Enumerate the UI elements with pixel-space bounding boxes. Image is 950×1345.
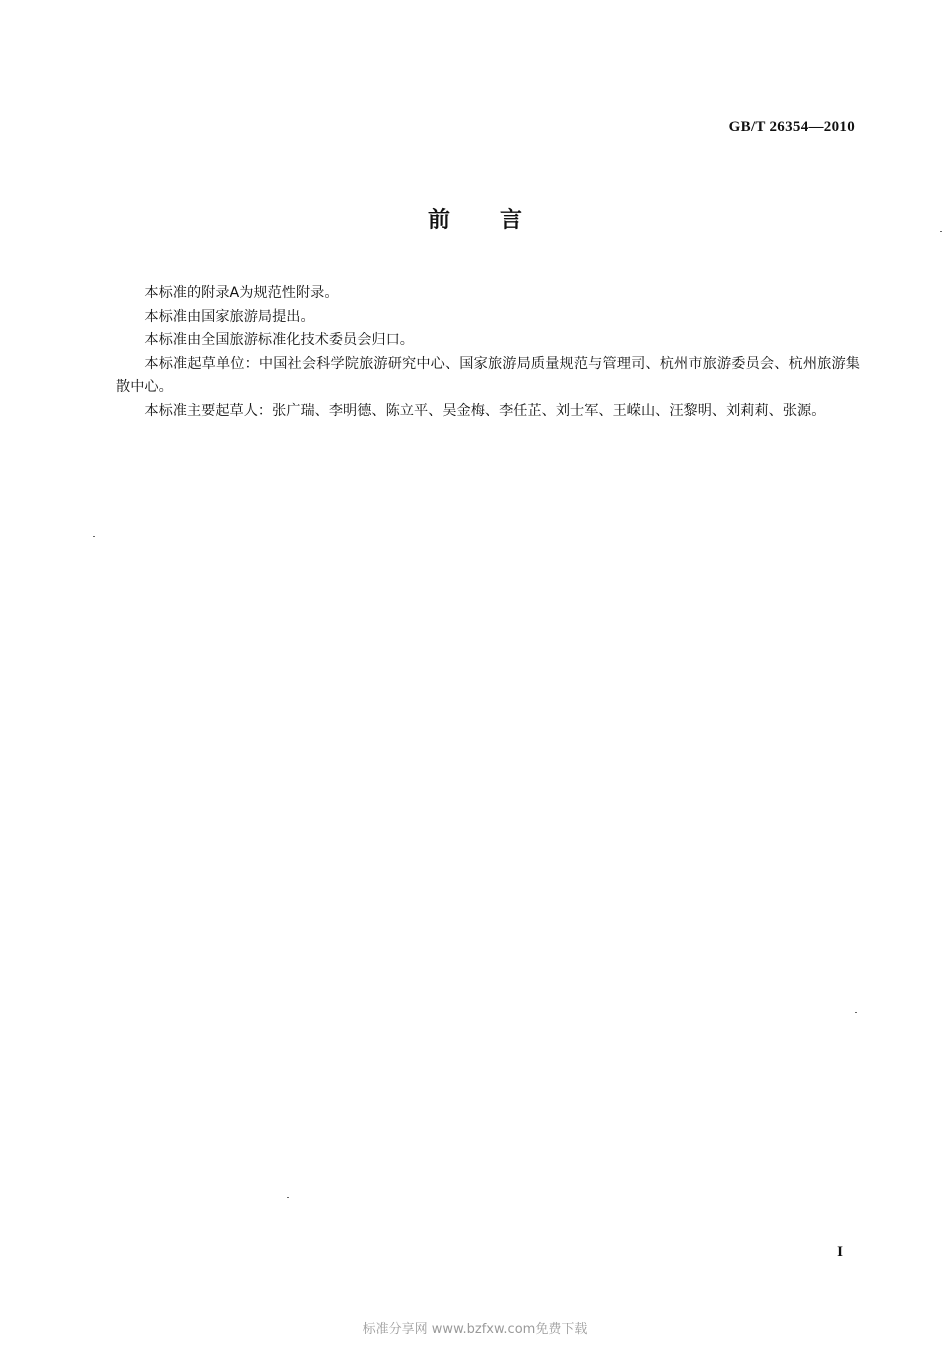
- scan-speck: [855, 1012, 857, 1013]
- scan-speck: [287, 1197, 289, 1198]
- scan-speck: [93, 536, 95, 537]
- paragraph-proposer: 本标准由国家旅游局提出。: [144, 308, 315, 325]
- paragraph-committee: 本标准由全国旅游标准化技术委员会归口。: [144, 332, 414, 348]
- watermark: 标准分享网 www.bzfxw.com免费下载: [362, 1322, 588, 1337]
- foreword-body: [116, 282, 860, 423]
- scan-speck: [940, 231, 942, 232]
- paragraph-appendix: 本标准的附录A为规范性附录。: [144, 285, 339, 301]
- page-title: 前言: [427, 208, 572, 233]
- page-number: I: [837, 1244, 843, 1260]
- standard-number: GB/T 26354—2010: [728, 119, 855, 135]
- paragraph-drafters: 本标准主要起草人：张广瑞、李明德、陈立平、吴金梅、李任芷、刘士军、王嵘山、汪黎明、刘莉莉、张源。: [144, 402, 826, 419]
- paragraph-drafting-units: 本标准起草单位：中国社会科学院旅游研究中心、国家旅游局质量规范与管理司、杭州市旅游委员会、杭州旅游集散中心。: [116, 355, 860, 395]
